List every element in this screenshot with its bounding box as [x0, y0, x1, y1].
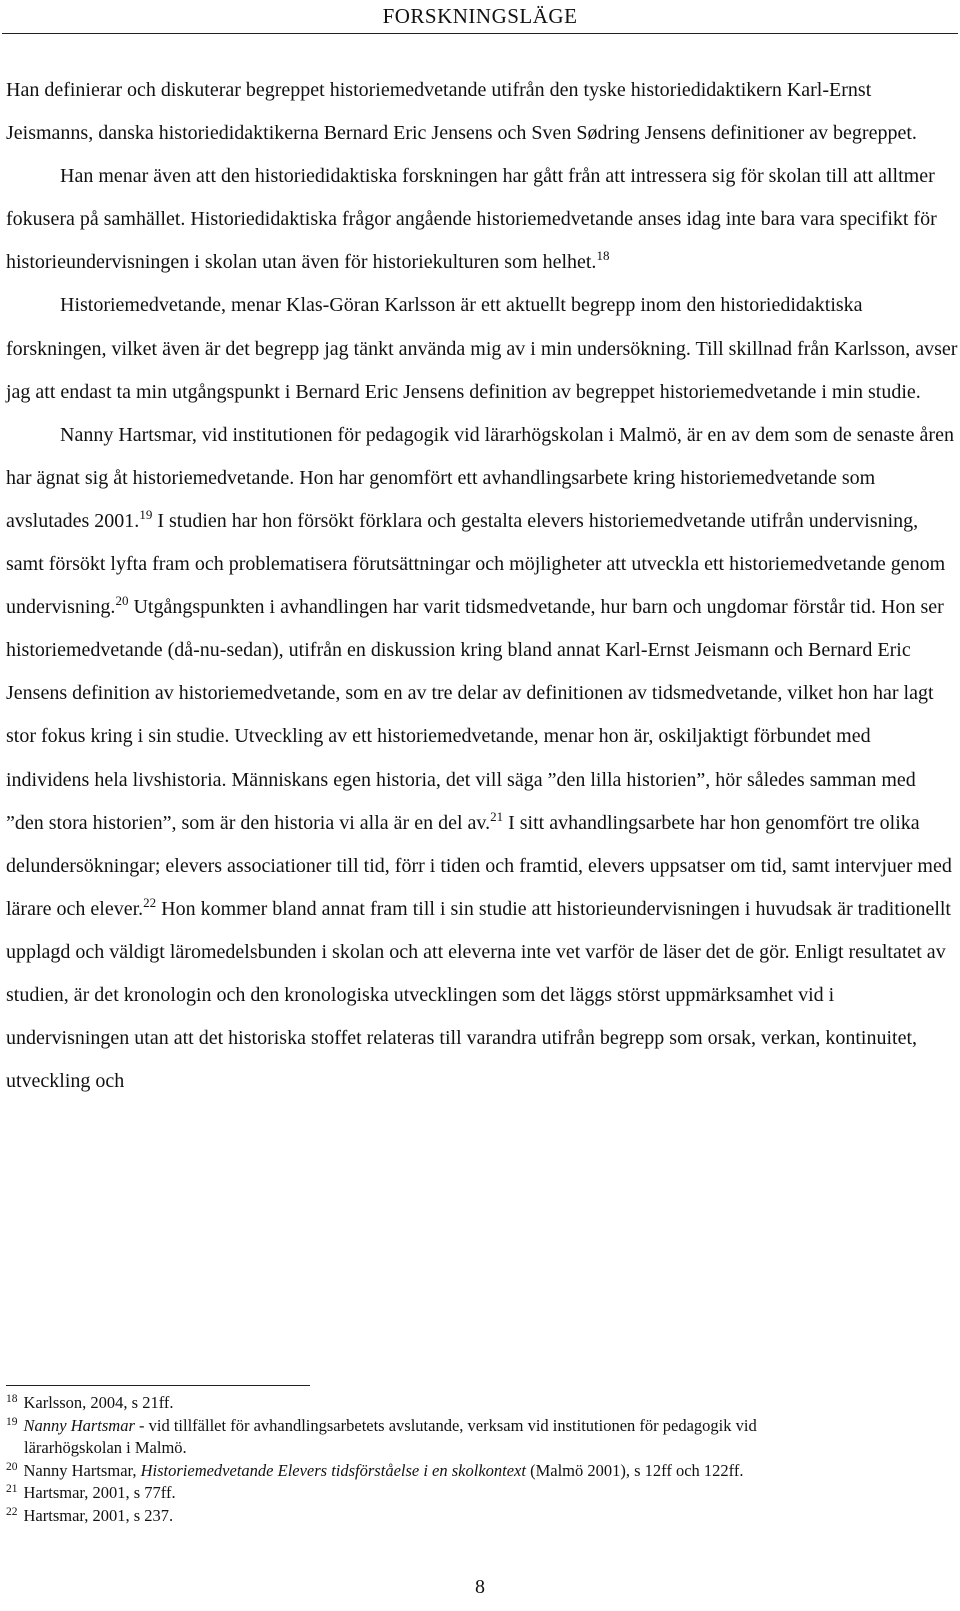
footnote-text: (Malmö 2001), s 12ff och 122ff. — [525, 1460, 744, 1480]
footnote-19 — [6, 1415, 956, 1460]
footnote-18 — [6, 1392, 956, 1415]
footnote-22 — [6, 1505, 956, 1528]
footnote-italic: Historiemedvetande Elevers tidsförståelse i en skolkontext — [140, 1460, 526, 1480]
footnote-continuation: lärarhögskolan i Malmö. — [24, 1438, 187, 1458]
footnote-text: Hartsmar, 2001, s 77ff. — [23, 1483, 176, 1503]
footnotes — [6, 1392, 956, 1528]
paragraph-1 — [6, 69, 958, 155]
header-rule — [2, 33, 958, 34]
page-number: 8 — [475, 1576, 485, 1598]
footnote-text: Hartsmar, 2001, s 237. — [23, 1505, 174, 1525]
footnote-ref-22: 22 — [143, 894, 157, 910]
page-header-title: FORSKNINGSLÄGE — [382, 4, 578, 28]
footnote-number: 20 — [6, 1460, 18, 1473]
footnote-ref-20: 20 — [115, 593, 129, 609]
paragraph-3-text: Historiemedvetande, menar Klas-Göran Karlsson är ett aktuellt begrepp inom den historiedidaktiska forskningen, vilket även är det begrepp jag tänkt använda mig av i min undersökning. Till skillnad från Karlsson, avser jag att endast ta min utgångspunkt i Bernard Eric Jensens definition av begreppet historiemedvetande i min studie. — [6, 294, 958, 403]
paragraph-4 — [6, 414, 958, 1104]
paragraph-3 — [6, 284, 958, 413]
footnote-ref-19: 19 — [139, 506, 153, 522]
paragraph-4-text-b: I studien har hon försökt förklara och gestalta elevers historiemedvetande utifrån undervisning, samt försökt lyfta fram och problematisera förutsättningar och möjligheter att utveckla ett historiemedvetande genom undervisning. — [6, 509, 946, 619]
footnote-number: 19 — [6, 1415, 18, 1428]
footnote-italic: Nanny Hartsmar — [23, 1415, 135, 1435]
footnote-text: Karlsson, 2004, s 21ff. — [23, 1393, 174, 1412]
footnote-text: - vid tillfället för avhandlingsarbetets avslutande, verksam vid institutionen för pedagogik vid — [134, 1415, 757, 1435]
footnote-lead: Nanny Hartsmar, — [23, 1460, 141, 1480]
paragraph-2-text: Han menar även att den historiedidaktiska forskningen har gått från att intressera sig för skolan till att alltmer fokusera på samhället. Historiedidaktiska frågor angående historiemedvetande anses idag inte bara vara specifikt för historieundervisningen i skolan utan även för historiekulturen som helhet. — [6, 165, 937, 274]
body-text — [6, 69, 958, 1103]
footnote-ref-21: 21 — [490, 808, 504, 824]
footnote-ref-18: 18 — [596, 248, 610, 264]
footnote-number: 21 — [6, 1483, 18, 1496]
footnote-20 — [6, 1460, 956, 1483]
paragraph-4-text-a: Nanny Hartsmar, vid institutionen för pedagogik vid lärarhögskolan i Malmö, är en av dem som de senaste åren har ägnat sig åt historiemedvetande. Hon har genomfört ett avhandlingsarbete kring historiemedvetande som avslutades 2001. — [6, 423, 954, 532]
paragraph-4-text-d: I sitt avhandlingsarbete har hon genomfört tre olika delundersökningar; elevers associationer till tid, förr i tiden och framtid, elevers uppsatser om tid, samt intervjuer med lärare och elever. — [6, 811, 952, 920]
paragraph-4-text-e: Hon kommer bland annat fram till i sin studie att historieundervisningen i huvudsak är traditionellt upplagd och väldigt läromedelsbunden i skolan och att eleverna inte vet varför de läser det de gör. Enligt resultatet av studien, är det kronologin och den kronologiska utvecklingen som det läggs störst uppmärksamhet vid i undervisningen utan att det historiska stoffet relateras till varandra utifrån begrepp som orsak, verkan, kontinuitet, utveckling och — [6, 897, 951, 1093]
footnote-21 — [6, 1482, 956, 1505]
footnote-number: 18 — [6, 1393, 18, 1405]
paragraph-2 — [6, 155, 958, 284]
footnote-number: 22 — [6, 1505, 18, 1518]
paragraph-4-text-c: Utgångspunkten i avhandlingen har varit tidsmedvetande, hur barn och ungdomar förstår tid. Hon ser historiemedvetande (då-nu-sedan), utifrån en diskussion kring bland annat Karl-Ernst Jeismann och Bernard Eric Jensens definition av historiemedvetande, som en av tre delar av definitionen av tidsmedvetande, vilket hon har lagt stor fokus kring i sin studie. Utveckling av ett historiemedvetande, menar hon är, oskiljaktigt förbundet med individens hela livshistoria. Människans egen historia, det vill säga ”den lilla historien”, hör således samman med ”den stora historien”, som är den historia vi alla är en del av. — [6, 596, 944, 834]
paragraph-1-text: Han definierar och diskuterar begreppet historiemedvetande utifrån den tyske historiedidaktikern Karl-Ernst Jeismanns, danska historiedidaktikerna Bernard Eric Jensens och Sven Sødring Jensens definitioner av begreppet. — [6, 79, 917, 145]
footnote-rule — [6, 1385, 310, 1386]
